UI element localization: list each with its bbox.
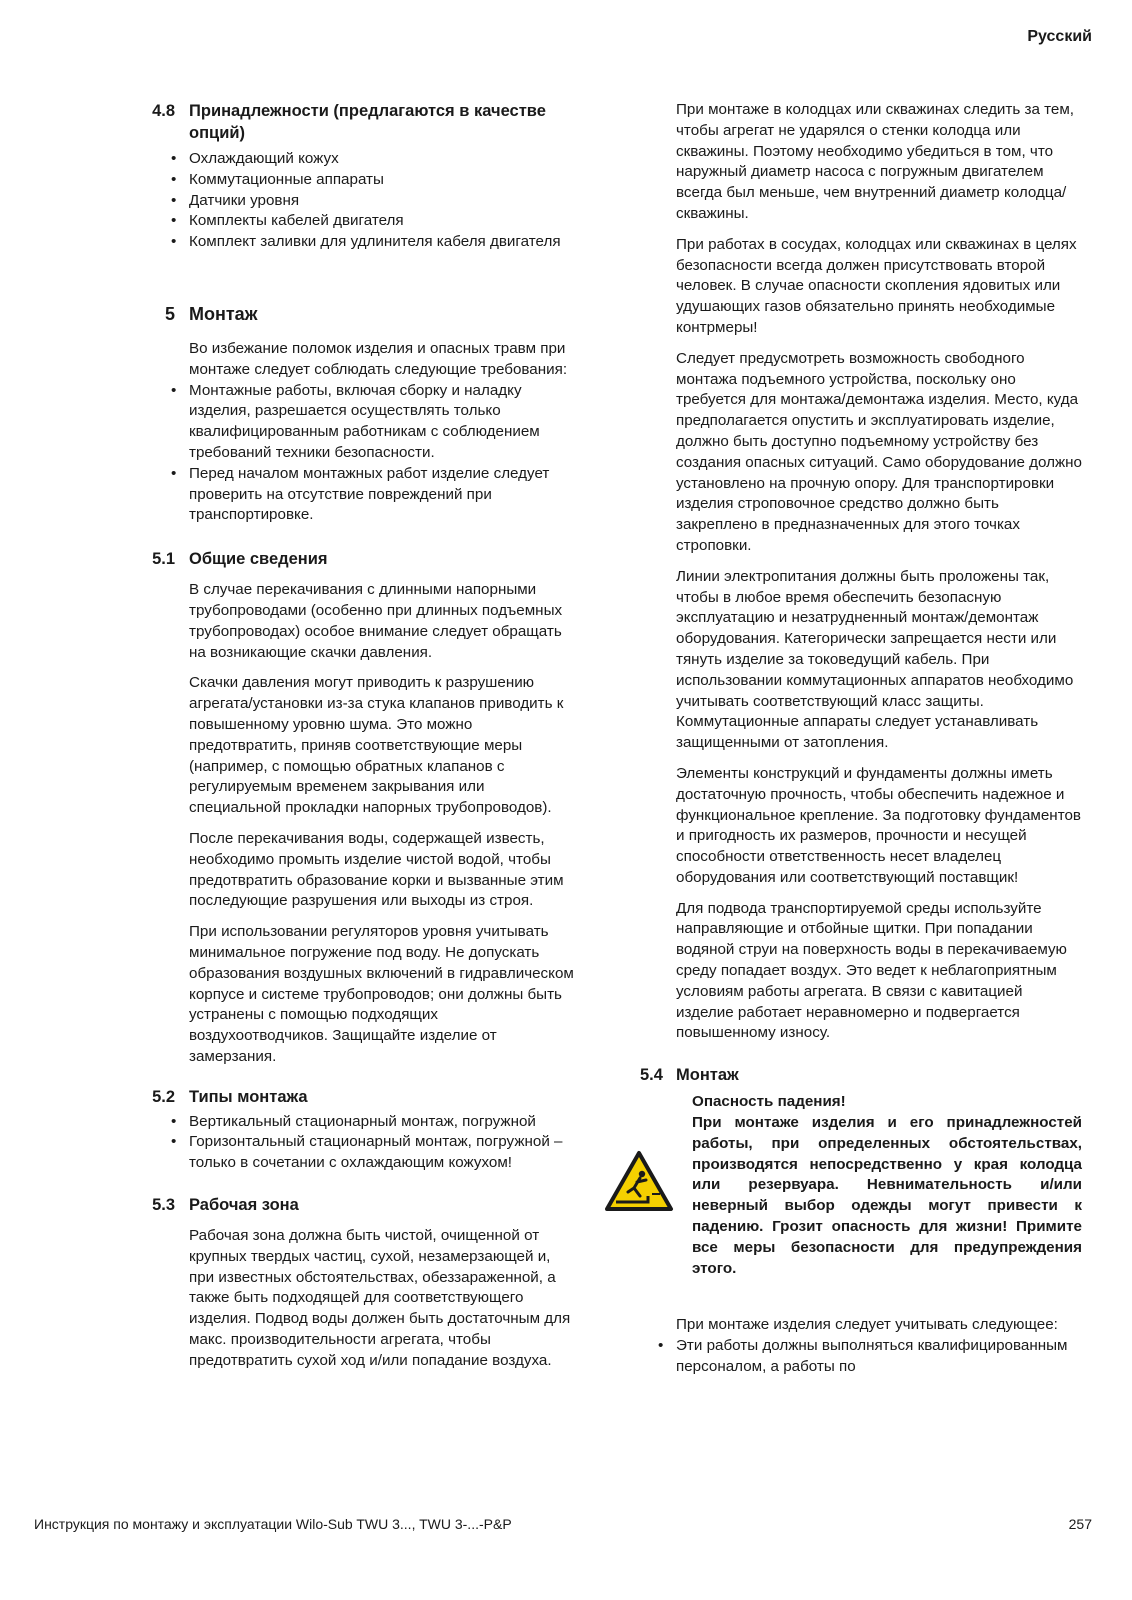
- paragraph: При монтаже в колодцах или скважинах следить за тем, чтобы агрегат не ударялся о стенки колодца или скважины. Поэтому необходимо убедиться в том, что наружный диаметр насоса с погружным двигателем всегда был меньше, чем внутренний диаметр колодца/скважины.: [676, 101, 1075, 222]
- paragraph: При монтаже изделия следует учитывать следующее:: [676, 1316, 1058, 1334]
- paragraph: Для подвода транспортируемой среды используйте направляющие и отбойные щитки. При попадании водяной струи на поверхность воды в перекачиваемую среду попадает воздух. Это ведет к неблагоприятным условиям работы агрегата. В связи с кавитацией изделие работает неравномерно и подвергается повышенному износу.: [676, 899, 1067, 1042]
- page-footer: [34, 1514, 1092, 1535]
- paragraph: Следует предусмотреть возможность свободного монтажа подъемного устройства, поскольку оно требуется для монтажа/демонтажа изделия. Место, куда предполагается опустить и эксплуатировать изделие, должно быть доступно подъемному устройству без создания опасных ситуаций. Само оборудование должно установлено на прочную опору. Для транспортировки изделия строповочное средство должно быть закреплено в предназначенных для этого точках строповки.: [676, 349, 1082, 554]
- list-item: • Охлаждающий кожух: [145, 149, 577, 170]
- right-column: [640, 100, 1082, 1378]
- list-item: • Комплект заливки для удлинителя кабеля двигателя: [145, 232, 577, 253]
- section-5-1-heading: [145, 548, 577, 570]
- paragraph: При работах в сосудах, колодцах или скважинах в целях безопасности всегда должен присутствовать второй человек. В случае опасности скопления ядовитых или удушающих газов обязательно принять необходимые контрмеры!: [676, 235, 1077, 336]
- section-number: 5.1: [152, 550, 175, 569]
- fall-hazard-icon: [604, 1150, 674, 1212]
- warning-text: При монтаже изделия и его принадлежностей работы, при определенных обстоятельствах, производятся непосредственно у края колодца или резервуара. Невнимательность и/или неверный выбор одежды могут привести к падению. Грозит опасность для жизни! Примите все меры безопасности для предупреждения этого.: [692, 1114, 1082, 1277]
- left-column: [145, 100, 577, 1382]
- continued-text: [640, 100, 1082, 1044]
- section-5-2-heading: [145, 1086, 577, 1108]
- paragraph: После перекачивания воды, содержащей известь, необходимо промыть изделие чистой водой, чтобы предотвратить образование корки и вызванные этим последующие разрушения или выходы из строя.: [189, 829, 564, 910]
- paragraph: Скачки давления могут приводить к разрушению агрегата/установки из-за стука клапанов приводить к повышенному уровню шума. Это можно предотвратить, приняв соответствующие меры (например, с помощью обратных клапанов с регулируемым временем закрывания или специальной прокладки напорных трубопроводов).: [189, 674, 564, 817]
- installation-types-list: [145, 1112, 577, 1174]
- paragraph: Рабочая зона должна быть чистой, очищенной от крупных твердых частиц, сухой, незамерзающей и, при известных обстоятельствах, обеззараженной, а также быть подходящей для соответствующего изделия. Подвод воды должен быть достаточным для макс. производительности агрегата, чтобы предотвратить сухой ход и/или попадание воздуха.: [189, 1227, 571, 1369]
- section-title: Монтаж: [189, 303, 258, 324]
- list-item: • Коммутационные аппараты: [145, 170, 577, 191]
- section-body: [145, 1226, 577, 1372]
- warning-title: Опасность падения!: [692, 1093, 846, 1111]
- list-item: • Перед началом монтажных работ изделие следует проверить на отсутствие повреждений при транспортировке.: [145, 464, 577, 526]
- installation-notes-list: [640, 1336, 1082, 1378]
- list-item: • Датчики уровня: [145, 191, 577, 212]
- accessories-list: [145, 149, 577, 253]
- language-label: Русский: [1027, 28, 1092, 45]
- paragraph: При использовании регуляторов уровня учитывать минимальное погружение под воду. Не допускать образования воздушных включений в гидравлическом корпусе и системе трубопроводов; они должны быть устранены с помощью подходящих воздухоотводчиков. Защищайте изделие от замерзания.: [189, 923, 574, 1065]
- section-5-4-heading: [640, 1064, 1082, 1086]
- list-item: • Вертикальный стационарный монтаж, погружной: [145, 1112, 577, 1133]
- section-number: 5.4: [640, 1066, 663, 1085]
- section-title: Принадлежности (предлагаются в качестве опций): [189, 102, 546, 142]
- page-number: 257: [1068, 1516, 1092, 1532]
- section-title: Общие сведения: [189, 550, 328, 569]
- section-5-heading: [145, 303, 577, 325]
- section-title: Типы монтажа: [189, 1087, 308, 1106]
- section-number: 5.2: [152, 1087, 175, 1106]
- section-number: 4.8: [152, 102, 175, 120]
- warning-block: [640, 1092, 1082, 1279]
- list-item: • Эти работы должны выполняться квалифицированным персоналом, а работы по: [640, 1336, 1082, 1378]
- section-title: Монтаж: [676, 1066, 739, 1085]
- paragraph: В случае перекачивания с длинными напорными трубопроводами (особенно при длинных подъемных трубопроводах) особое внимание следует обращать на возникающие скачки давления.: [189, 581, 563, 661]
- document-title: Инструкция по монтажу и эксплуатации Wilo-Sub TWU 3..., TWU 3-...-P&P: [34, 1516, 512, 1532]
- paragraph: Линии электропитания должны быть проложены так, чтобы в любое время обеспечить безопасную эксплуатацию и незатрудненный монтаж/демонтаж оборудования. Категорически запрещается нести или тянуть изделие за токоведущий кабель. При использовании коммутационных аппаратов необходимо учитывать соответствующий класс защиты. Коммутационные аппараты следует устанавливать защищенными от затопления.: [676, 567, 1074, 752]
- section-5-3-heading: [145, 1194, 577, 1216]
- list-item: • Монтажные работы, включая сборку и наладку изделия, разрешается осуществлять только квалифицированным работникам с соблюдением требований техники безопасности.: [145, 381, 577, 464]
- section-number: 5.3: [152, 1196, 175, 1215]
- section-number: 5: [164, 303, 175, 324]
- paragraph: Во избежание поломок изделия и опасных травм при монтаже следует соблюдать следующие требования:: [189, 339, 568, 378]
- section-title: Рабочая зона: [189, 1196, 299, 1215]
- section-body: [145, 580, 577, 1068]
- list-item: • Горизонтальный стационарный монтаж, погружной – только в сочетании с охлаждающим кожухом!: [145, 1132, 577, 1174]
- paragraph: Элементы конструкций и фундаменты должны иметь достаточную прочность, чтобы обеспечить надежное и функциональное крепление. За подготовку фундаментов и пригодность их размеров, прочности и несущей способности ответственность несет владелец оборудования или соответствующий поставщик!: [676, 764, 1081, 886]
- list-item: • Комплекты кабелей двигателя: [145, 211, 577, 232]
- requirements-list: [145, 381, 577, 527]
- section-4-8-heading: [145, 100, 577, 144]
